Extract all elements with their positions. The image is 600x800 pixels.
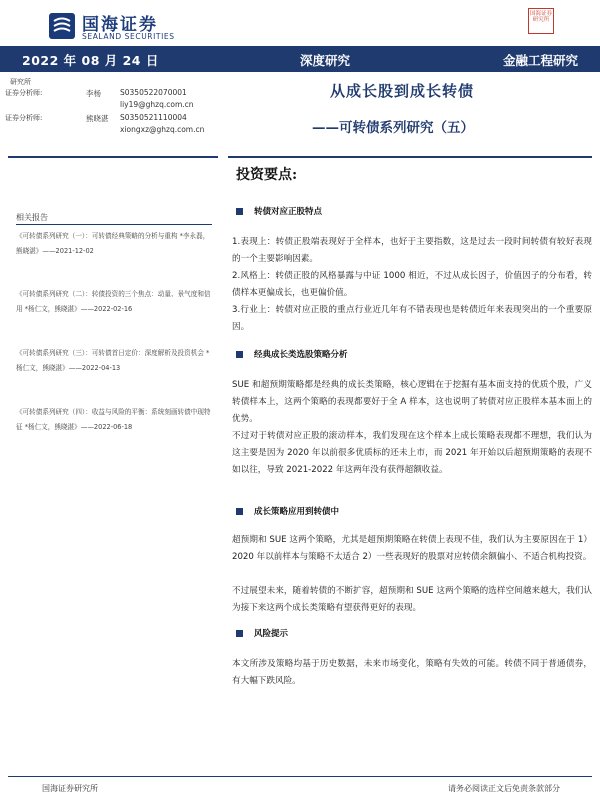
analyst-email[interactable]: xiongxz@ghzq.com.cn bbox=[120, 125, 205, 134]
seal-stamp: 国海证券研究所 bbox=[528, 8, 554, 34]
header-bar bbox=[0, 46, 600, 72]
section-heading: 风险提示 bbox=[254, 629, 289, 639]
section-heading: 经典成长类选股策略分析 bbox=[254, 350, 348, 360]
section-heading: 成长策略应用到转债中 bbox=[254, 507, 340, 517]
report-title: 从成长股到成长转债 bbox=[330, 82, 475, 100]
paragraph: 不过展望未来，随着转债的不断扩容，超预期和 SUE 这两个策略的选样空间越来越大，我们认为接下来这两个成长类策略有望获得更好的表现。 bbox=[232, 586, 592, 613]
institute-label: 研究所 bbox=[10, 78, 31, 86]
report-type: 深度研究 bbox=[300, 53, 351, 68]
related-report-item[interactable]: 《可转债系列研究（四）：收益与风险的平衡：系统刻画转债中现特征 *杨仁文，熊晓湛》——2022-06-18 bbox=[16, 408, 211, 431]
section-header bbox=[236, 348, 590, 364]
divider bbox=[8, 156, 218, 158]
analyst-label: 证券分析师: bbox=[5, 89, 43, 97]
related-reports-heading: 相关报告 bbox=[16, 213, 48, 222]
footer-divider bbox=[8, 776, 592, 777]
paragraph: 本文所涉及策略均基于历史数据，未来市场变化，策略有失效的可能。转债不同于普通债券，有大幅下跌风险。 bbox=[232, 659, 592, 686]
paragraph: SUE 和超预期策略都是经典的成长类策略，核心逻辑在于挖掘有基本面支持的优质个股，广义转债样本上，这两个策略的表现都要好于全 A 样本，这也说明了转债对应正股样本基本面上的优势。 bbox=[232, 380, 592, 424]
key-points-title: 投资要点: bbox=[236, 167, 298, 183]
related-report-item[interactable]: 《可转债系列研究（一）：可转债经典策略的分析与重构 *李永磊，熊晓湛》——2021-12-02 bbox=[16, 232, 210, 255]
paragraph: 超预期和 SUE 这两个策略，尤其是超预期策略在转债上表现不佳，我们认为主要原因在于 1）2020 年以前样本与策略不太适合 2）一些表现好的股票对应转债余额偏小、不适合机构投资。 bbox=[232, 535, 592, 562]
bullet-square-icon bbox=[236, 630, 243, 637]
brand-name-en: SEALAND SECURITIES bbox=[82, 32, 175, 41]
related-report-item[interactable]: 《可转债系列研究（三）：可转债首日定价：深度解析及投资机会 *杨仁文，熊晓湛》——2022-04-13 bbox=[16, 349, 210, 372]
bullet-square-icon bbox=[236, 351, 243, 358]
bullet-square-icon bbox=[236, 208, 243, 215]
divider bbox=[228, 156, 592, 158]
analyst-cert: S0350521110004 bbox=[120, 113, 187, 122]
section-header bbox=[236, 627, 590, 643]
footer-disclaimer: 请务必阅读正文后免责条款部分 bbox=[448, 784, 560, 793]
paragraph: 2.风格上：转债正股的风格暴露与中证 1000 相近，不过从成长因子，价值因子的分布看，转债样本更偏成长，也更偏价值。 bbox=[232, 271, 592, 298]
analyst-cert: S0350522070001 bbox=[120, 88, 187, 97]
analyst-name: 熊晓湛 bbox=[86, 114, 109, 123]
analyst-name: 李杨 bbox=[86, 89, 101, 98]
paragraph: 3.行业上：转债对应正股的重点行业近几年有不错表现也是转债近年来表现突出的一个重要原因。 bbox=[232, 305, 592, 332]
paragraph: 不过对于转债对应正股的滚动样本，我们发现在这个样本上成长策略表现都不理想，我们认为这主要是因为 2020 年以前很多优质标的还未上市，而 2021 年开始以后超预期策略的表现不如以往，导致 2021-2022 年这两年没有获得超额收益。 bbox=[232, 431, 592, 475]
department: 金融工程研究 bbox=[502, 53, 578, 68]
related-report-item[interactable]: 《可转债系列研究（二）：转债投资的三个焦点：动量、景气度和信用 *杨仁文，熊晓湛》——2022-02-16 bbox=[16, 290, 211, 313]
brand-logo bbox=[48, 8, 208, 44]
brand-name-cn: 国海证券 bbox=[82, 15, 158, 35]
divider bbox=[16, 224, 212, 225]
report-date: 2022 年 08 月 24 日 bbox=[22, 53, 159, 68]
section-header bbox=[236, 205, 590, 221]
analyst-email[interactable]: liy19@ghzq.com.cn bbox=[120, 100, 194, 109]
paragraph: 1.表现上：转债正股端表现好于全样本，也好于主要指数，这是过去一段时间转债有较好表现的一个主要影响因素。 bbox=[232, 237, 592, 264]
report-subtitle: ——可转债系列研究（五） bbox=[312, 120, 474, 136]
analyst-label: 证券分析师: bbox=[5, 114, 43, 122]
section-heading: 转债对应正股特点 bbox=[254, 207, 323, 217]
bullet-square-icon bbox=[236, 508, 243, 515]
section-header bbox=[236, 505, 590, 521]
sealand-logo-icon bbox=[48, 12, 76, 40]
footer-institute: 国海证券研究所 bbox=[42, 784, 98, 793]
